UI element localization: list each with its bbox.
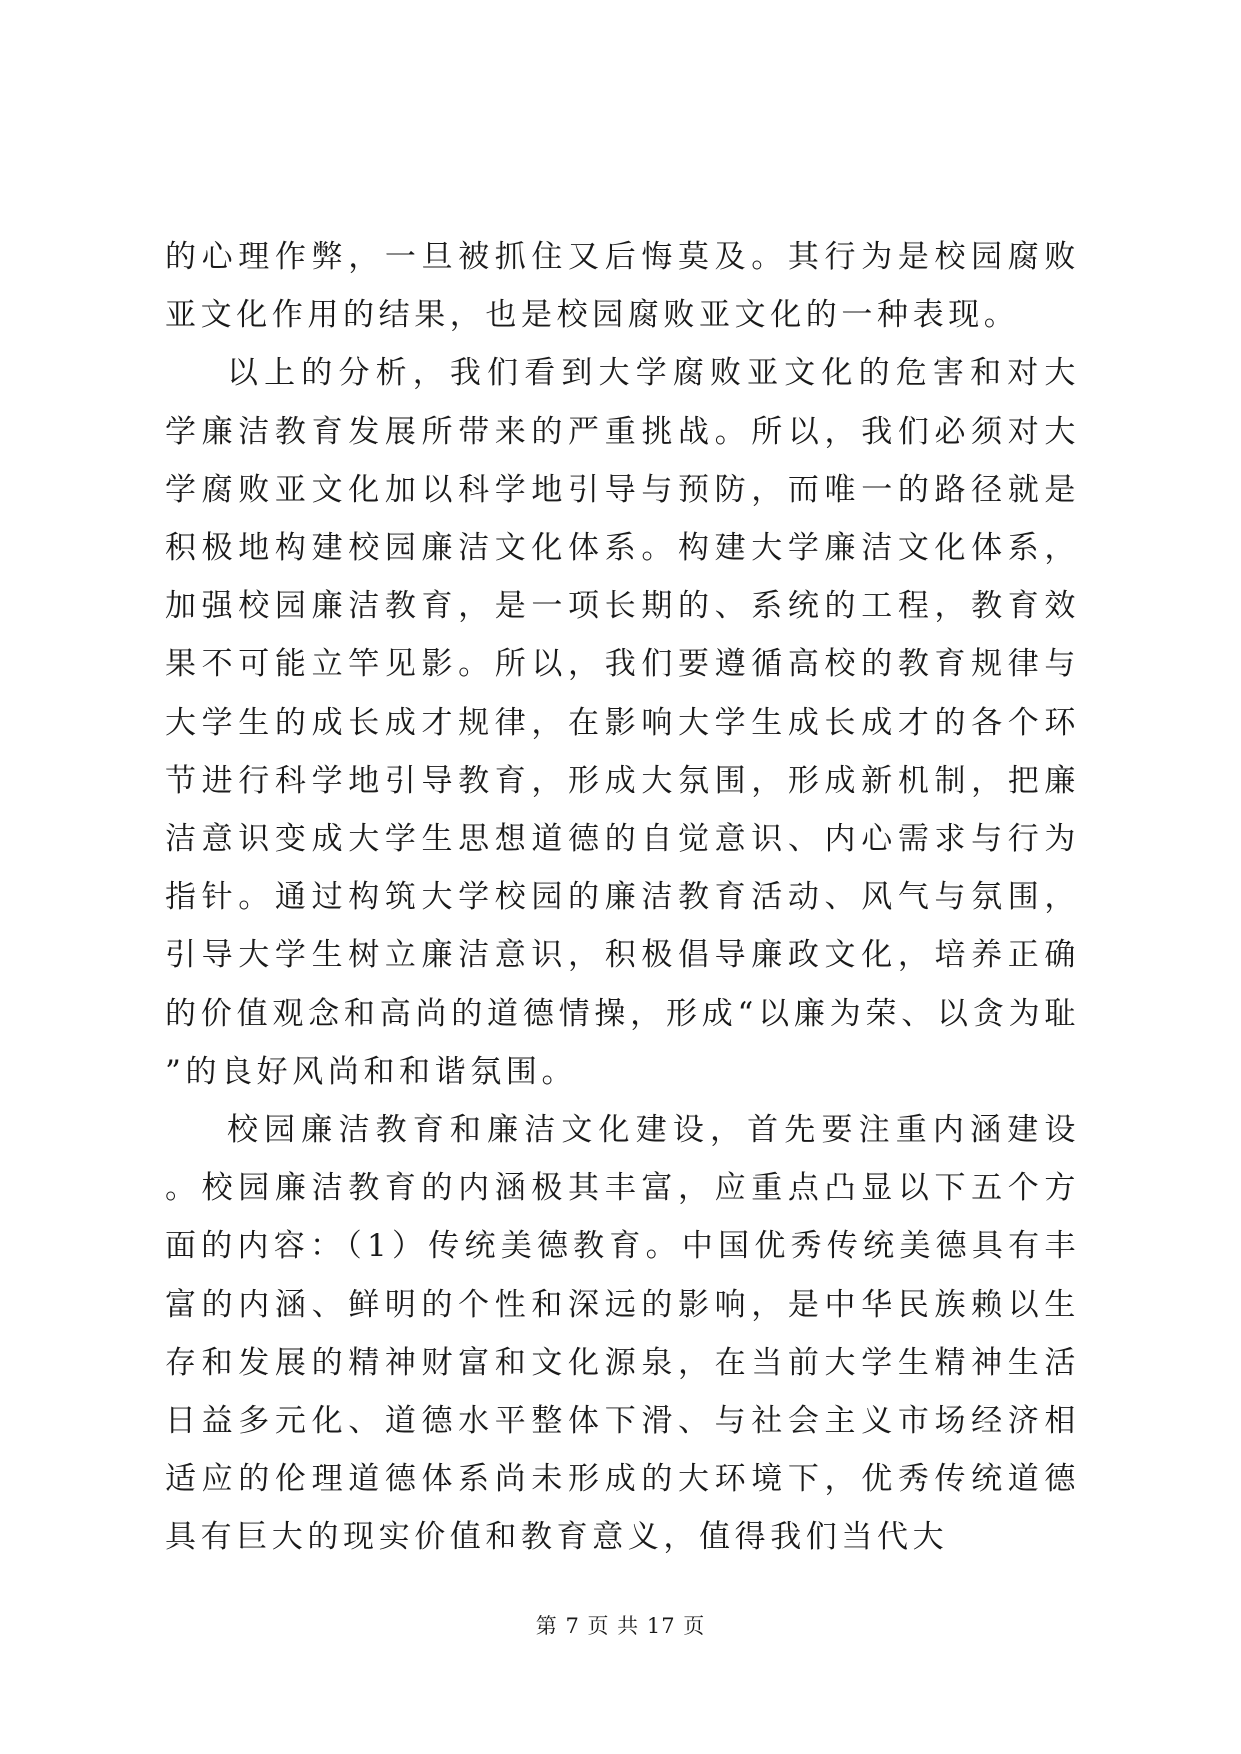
paragraph-analysis: 以上的分析，我们看到大学腐败亚文化的危害和对大学廉洁教育发展所带来的严重挑战。所以，我们必须对大学腐败亚文化加以科学地引导与预防，而唯一的路径就是积极地构建校园廉洁文化体系。构建大学廉洁文化体系，加强校园廉洁教育，是一项长期的、系统的工程，教育效果不可能立竿见影。所以，我们要遵循高校的教育规律与大学生的成长成才规律，在影响大学生成长成才的各个环节进行科学地引导教育，形成大氛围，形成新机制，把廉洁意识变成大学生思想道德的自觉意识、内心需求与行为指针。通过构筑大学校园的廉洁教育活动、风气与氛围，引导大学生树立廉洁意识，积极倡导廉政文化，培养正确的价值观念和高尚的道德情操，形成“以廉为荣、以贪为耻”的良好风尚和和谐氛围。 — [165, 355, 1080, 1090]
paragraph-continuation: 的心理作弊，一旦被抓住又后悔莫及。其行为是校园腐败亚文化作用的结果，也是校园腐败亚文化的一种表现。 — [165, 239, 1080, 334]
body-text — [165, 228, 1080, 1567]
page-number-footer: 第 7 页 共 17 页 — [535, 1614, 706, 1638]
paragraph-connotation: 校园廉洁教育和廉洁文化建设，首先要注重内涵建设。校园廉洁教育的内涵极其丰富，应重点凸显以下五个方面的内容：（1）传统美德教育。中国优秀传统美德具有丰富的内涵、鲜明的个性和深远的影响，是中华民族赖以生存和发展的精神财富和文化源泉，在当前大学生精神生活日益多元化、道德水平整体下滑、与社会主义市场经济相适应的伦理道德体系尚未形成的大环境下，优秀传统道德具有巨大的现实价值和教育意义，值得我们当代大 — [165, 1112, 1080, 1556]
